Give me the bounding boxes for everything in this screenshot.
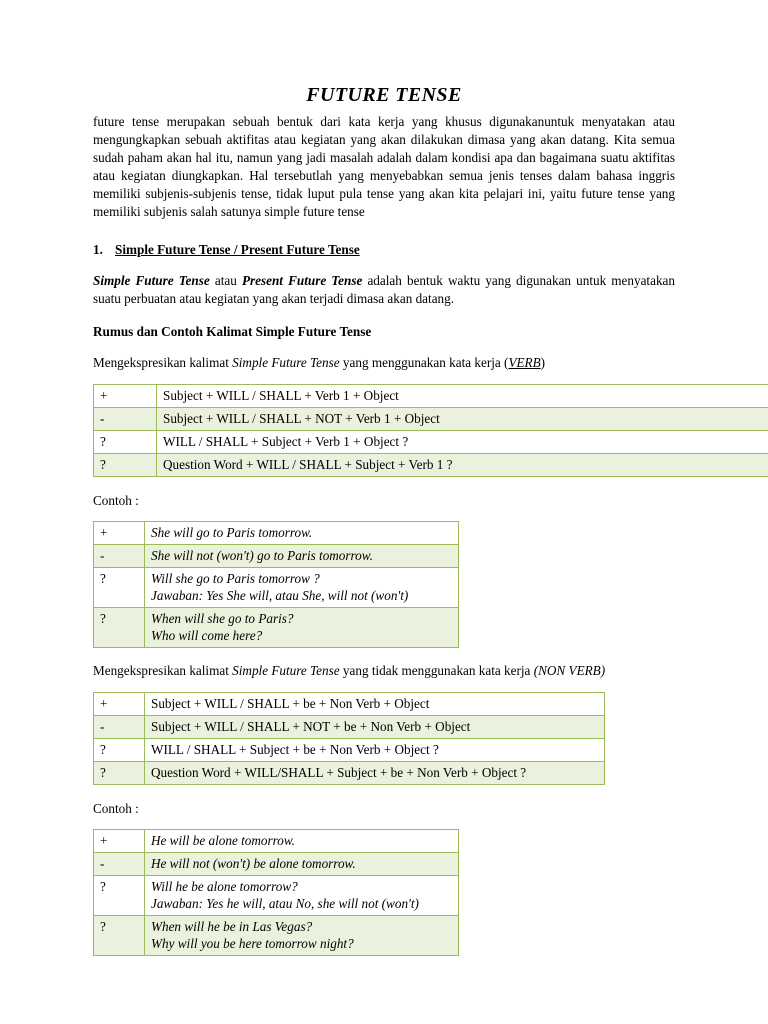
row-text: [145, 916, 459, 956]
page-title: FUTURE TENSE: [306, 84, 462, 106]
nonverb-intro-italic: Simple Future Tense: [232, 663, 340, 679]
verb-intro-pre: Mengekspresikan kalimat: [93, 354, 233, 370]
nonverb-rules-table: [93, 692, 605, 785]
verb-intro-italic: Simple Future Tense: [232, 354, 340, 370]
row-symbol: +: [94, 693, 145, 716]
table-row: [94, 545, 459, 568]
row-text: Question Word + WILL/SHALL + Subject + be + Non Verb + Object ?: [145, 762, 605, 785]
table-row: [94, 408, 768, 431]
row-text: She will go to Paris tomorrow.: [145, 522, 459, 545]
row-text: Question Word + WILL / SHALL + Subject + Verb 1 ?: [157, 454, 768, 477]
table-row: [94, 608, 459, 648]
table-row: [94, 431, 768, 454]
verb-intro-underline: VERB: [508, 354, 541, 370]
contoh-label-nonverb: Contoh :: [93, 801, 139, 817]
row-symbol: -: [94, 408, 157, 431]
section-heading: [93, 242, 675, 258]
table-row: [94, 853, 459, 876]
row-symbol: ?: [94, 739, 145, 762]
definition-paragraph: [93, 272, 675, 308]
row-symbol: +: [94, 385, 157, 408]
row-line-2: Jawaban: Yes She will, atau She, will not (won't): [151, 588, 409, 604]
row-symbol: -: [94, 853, 145, 876]
document-body: [93, 84, 675, 956]
row-text: [145, 608, 459, 648]
table-row: [94, 522, 459, 545]
row-text: Subject + WILL / SHALL + NOT + Verb 1 + Object: [157, 408, 768, 431]
row-symbol: ?: [94, 431, 157, 454]
row-text: [145, 876, 459, 916]
row-line-1: When will she go to Paris?: [151, 611, 294, 627]
row-text: He will not (won't) be alone tomorrow.: [145, 853, 459, 876]
row-text: WILL / SHALL + Subject + Verb 1 + Object ?: [157, 431, 768, 454]
row-text: Subject + WILL / SHALL + be + Non Verb + Object: [145, 693, 605, 716]
definition-conjunction: atau: [209, 272, 242, 288]
row-text: She will not (won't) go to Paris tomorrow.: [145, 545, 459, 568]
row-line-2: Why will you be here tomorrow night?: [151, 936, 354, 952]
table-row: [94, 762, 605, 785]
nonverb-intro-pre: Mengekspresikan kalimat: [93, 663, 233, 679]
nonverb-examples-table: [93, 829, 459, 956]
row-symbol: +: [94, 830, 145, 853]
section-number: 1.: [93, 241, 103, 257]
verb-intro-post: yang menggunakan kata kerja (: [339, 354, 509, 370]
table-row: [94, 739, 605, 762]
definition-term-1: Simple Future Tense: [93, 272, 210, 288]
row-line-2: Jawaban: Yes he will, atau No, she will not (won't): [151, 896, 419, 912]
table-row: [94, 385, 768, 408]
definition-term-2: Present Future Tense: [241, 272, 363, 288]
verb-rules-table: [93, 384, 768, 477]
row-line-2: Who will come here?: [151, 628, 263, 644]
row-line-1: When will he be in Las Vegas?: [151, 919, 313, 935]
row-text: WILL / SHALL + Subject + be + Non Verb + Object ?: [145, 739, 605, 762]
table-row: [94, 716, 605, 739]
verb-intro-paragraph: [93, 354, 675, 372]
row-text: [145, 568, 459, 608]
row-text: Subject + WILL / SHALL + NOT + be + Non Verb + Object: [145, 716, 605, 739]
row-symbol: -: [94, 545, 145, 568]
table-row: [94, 693, 605, 716]
row-symbol: ?: [94, 876, 145, 916]
intro-paragraph: future tense merupakan sebuah bentuk dari kata kerja yang khusus digunakanuntuk menyatakan atau mengungkapkan sebuah aktifitas atau kegiatan yang akan dilakukan dimasa yang akan datang. Kita semua sudah paham akan hal itu, namun yang jadi masalah adalah dalam kondisi apa dan bagaimana suatu aktifitas atau kegiatan diungkapkan. Hal tersebutlah yang menyebabkan semua jenis tenses dalam bahasa inggris memiliki subjenis-subjenis tense, tidak luput pula tense yang akan kita pelajari ini, yaitu future tense yang memiliki subjenis salah satunya simple future tense: [93, 114, 675, 220]
nonverb-intro-post: yang tidak menggunakan kata kerja: [339, 663, 534, 679]
row-text: He will be alone tomorrow.: [145, 830, 459, 853]
formula-subheading: Rumus dan Contoh Kalimat Simple Future Tense: [93, 323, 372, 339]
table-row: [94, 876, 459, 916]
nonverb-intro-paragraph: [93, 662, 675, 680]
row-symbol: -: [94, 716, 145, 739]
row-symbol: ?: [94, 762, 145, 785]
section-title: Simple Future Tense / Present Future Tense: [115, 241, 360, 257]
table-row: [94, 568, 459, 608]
table-row: [94, 830, 459, 853]
row-symbol: ?: [94, 568, 145, 608]
row-symbol: ?: [94, 454, 157, 477]
table-row: [94, 916, 459, 956]
row-symbol: ?: [94, 916, 145, 956]
nonverb-intro-italic-end: (NON VERB): [533, 663, 606, 679]
row-symbol: +: [94, 522, 145, 545]
definition-rest: adalah bentuk waktu yang digunakan untuk menyatakan suatu perbuatan atau kegiatan yang akan terjadi dimasa akan datang.: [93, 272, 675, 306]
row-line-1: Will he be alone tomorrow?: [151, 879, 298, 895]
verb-intro-end: ): [540, 354, 546, 370]
verb-examples-table: [93, 521, 459, 648]
row-line-1: Will she go to Paris tomorrow ?: [151, 571, 320, 587]
contoh-label-verb: Contoh :: [93, 493, 139, 509]
row-symbol: ?: [94, 608, 145, 648]
table-row: [94, 454, 768, 477]
row-text: Subject + WILL / SHALL + Verb 1 + Object: [157, 385, 768, 408]
